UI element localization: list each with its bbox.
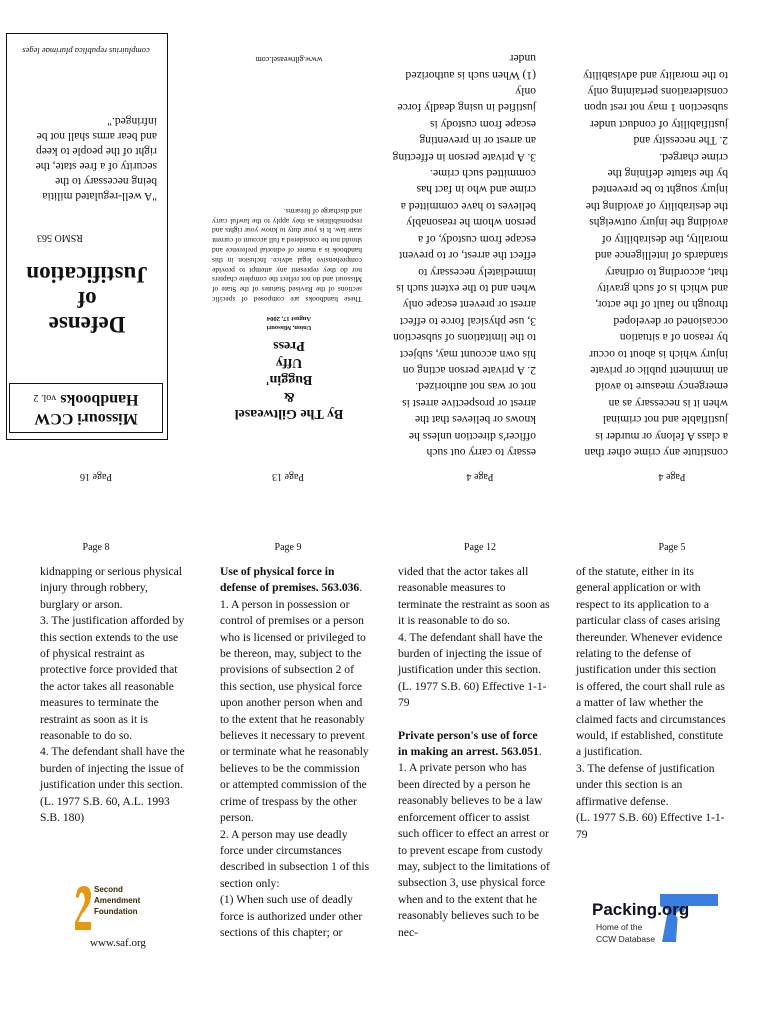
paragraph: vided that the actor takes all reasonable measures to terminate the restraint as soon as it is reasonable to do so. <box>398 565 550 628</box>
section-number: 563.051 <box>501 745 539 759</box>
paragraph: (L. 1977 S.B. 60, A.L. 1993 S.B. 180) <box>40 794 170 825</box>
page-number: Page 12 <box>464 542 496 553</box>
title-line: Press <box>273 338 305 353</box>
title-line: Missouri CCW <box>34 410 138 427</box>
latin-motto: compluirius republica plurimae leges <box>22 46 150 56</box>
press-title <box>214 337 364 422</box>
press-panel <box>192 0 384 512</box>
paragraph: 2. The necessity and justifiability of conduct under subsection 1 may not rest upon considerations pertaining only to the morality and advisability <box>583 68 728 148</box>
saf-line: Second <box>94 885 123 894</box>
page-9-panel <box>192 512 384 1024</box>
page-text <box>398 564 550 941</box>
bottom-half <box>0 512 768 1024</box>
cover-subject <box>17 262 157 337</box>
paragraph: 4. The defendant shall have the burden of injecting the issue of justification under this section. <box>398 630 543 677</box>
paragraph: 2. A private person acting on his own account may, subject to the limitations of subsection 3, use physical force to effect arrest or prevent escape only when and to the extent such is immediately necessary to effect the arrest, or to prevent escape from custody, of a person whom he reasonably believes to have committed a crime and who in fact has committed such crime. <box>393 167 536 377</box>
page-number: Page 8 <box>82 542 110 553</box>
volume: vol. 2 <box>33 392 57 403</box>
paragraph: of the statute, either in its general application or with respect to its application to a particular class of cases arising thereunder. Whenever evidence relating to the defense of justification under this section is offered, the court shall rule as a matter of law whether the claimed facts and circumstances would, if established, constitute a justification. <box>576 565 726 759</box>
packing-tagline: Home of the <box>596 922 643 932</box>
title-line: By The Giltweasel <box>234 406 344 421</box>
disclaimer: These handbooks are composed of specific sections of the Revised Statutes of the State of Missouri and do not reflect the complete chapters nor do they represent any attempt to provide comprehensive legal advice. Inclusion in this handbook is a matter of editorial preference and should not be considered a full account of current state law. It is your duty to know your rights and responsibilities as they apply to the lawful carry and discharge of firearms. <box>212 206 362 304</box>
page-number: Page 4 <box>466 471 494 482</box>
paragraph: (1) When such is authorized under <box>405 52 536 82</box>
paragraph: Private person's use of force in making an arrest. 563.051. 1. A private person who has been directed by a person he reasonably believes to be a law enforcement officer to assist such officer to effect an arrest or to prevent escape from custody may, subject to the limitations of subsection 3, use physical force when and to the extent that he reasonably believes such to be nec- <box>398 728 550 939</box>
saf-url: www.saf.org <box>90 937 146 949</box>
second-amendment-quote: "A well-regulated militia being necessary to the security of a free state, the right of the people to keep and bear arms shall not be infringed." <box>35 115 157 202</box>
page-4b-panel <box>576 0 768 512</box>
page-8-panel <box>0 512 192 1024</box>
subject-line: of <box>77 287 97 312</box>
title-line: & <box>283 389 295 404</box>
handbook-title <box>9 383 163 433</box>
saf-line: Foundation <box>94 907 138 916</box>
website: www.giltweasel.com <box>255 55 323 64</box>
section-number: 563.036 <box>321 581 360 595</box>
page-number: Page 4 <box>658 471 686 482</box>
section-heading: Use of physical force in defense of premises <box>220 565 335 595</box>
section-heading: Private person's use of force in making an arrest <box>398 728 538 759</box>
paragraph: 3. The justification afforded by this section extends to the use of physical restraint as protective force provided that the actor takes all reasonable measures to terminate the restraint as soon as it is reasonable to do so. <box>40 614 185 743</box>
paragraph: 3. A private person in effecting an arrest or in preventing escape from custody is justified in using deadly force only <box>392 85 536 164</box>
page-text <box>40 564 185 827</box>
title-line: Uffy <box>275 355 303 370</box>
date: August 17, 2004 <box>266 315 312 322</box>
press-place-date <box>214 314 364 332</box>
paragraph: (L. 1977 S.B. 60) Effective 1-1-79 <box>576 811 725 841</box>
title-line: Buggin' <box>265 372 313 387</box>
saf-logo <box>74 884 154 934</box>
place: Union, Missouri <box>266 324 312 331</box>
page-12-panel <box>384 512 576 1024</box>
paragraph-body: . 1. A person in possession or control of premises or a person who is licensed or privileged to be thereon, may, subject to the provisions of subsection 2 of this section, use physical force upon another person when and to the extent that he reasonably believes it necessary to prevent or terminate what he reasonably believes to be the commission or attempted commission of the crime of trespass by the other person. <box>220 581 369 825</box>
paragraph: (1) When such use of deadly force is authorized under other sections of this chapter; or <box>220 893 363 939</box>
packing-tagline: CCW Database <box>596 934 656 944</box>
saf-name <box>94 884 156 917</box>
paragraph: (L. 1977 S.B. 60) Effective 1-1-79 <box>398 679 547 710</box>
page-13-panel <box>384 0 576 512</box>
subject-line: Defense <box>48 312 126 337</box>
page-text <box>391 50 536 460</box>
paragraph: 3. The defense of justification under this section is an affirmative defense. <box>576 761 715 808</box>
title-line: Handbooks <box>60 391 139 408</box>
paragraph: kidnapping or serious physical injury through robbery, burglary or arson. <box>40 565 183 611</box>
page-number: Page 16 <box>80 471 112 482</box>
paragraph: Use of physical force in defense of premises. 563.036. 1. A person in possession or control of premises or a person who is licensed or privileged to be thereon, may, subject to the provisions of subsection 2 of this section, use physical force upon another person when and to the extent that he reasonably believes it necessary to prevent or terminate what he reasonably believes to be the commission or attempted commission of the crime of trespass by the other person. <box>220 565 369 825</box>
saf-line: Amendment <box>94 896 141 905</box>
cover-frame <box>6 33 168 440</box>
statute-ref: RSMO 563 <box>37 232 83 243</box>
paragraph: 2. A person may use deadly force under circumstances described in subsection 1 of this section only: <box>220 827 370 890</box>
page-text <box>583 66 728 460</box>
packing-name: Packing.org <box>592 900 690 919</box>
page-text <box>576 564 726 843</box>
paragraph-body: . 1. A private person who has been directed by a person he reasonably believes to be a law enforcement officer to assist such officer to effect an arrest or to prevent escape from custody may, subject to the limitations of subsection 3, use physical force when and to the extent that he reasonably believes such to be nec- <box>398 745 550 939</box>
cover-panel <box>0 0 192 512</box>
saf-2-icon <box>74 884 92 932</box>
packing-org-logo <box>592 896 722 956</box>
paragraph: 4. The defendant shall have the burden of injecting the issue of justification under this section. <box>40 745 185 792</box>
page-text <box>220 564 370 941</box>
page-number: Page 13 <box>272 471 304 482</box>
paragraph: constitute any crime other than a class A felony or murder is justifiable and not criminal when it is necessary as an emergency measure to avoid an imminent public or private injury which is about to occur by reason of a situation occasioned or developed through no fault of the actor, and which is of such gravity that, according to ordinary standards of intelligence and morality, the desirability of avoiding the injury outweighs the desirability of avoiding the injury sought to be prevented by the statute defining the crime charged. <box>584 150 728 459</box>
page-number: Page 9 <box>274 542 302 553</box>
paragraph: essary to carry out such officer's direction unless he knows or believes that the arrest or prospective arrest is not or was not authorized. <box>402 380 536 459</box>
page-number: Page 5 <box>658 542 686 553</box>
subject-line: Justification <box>26 262 148 287</box>
